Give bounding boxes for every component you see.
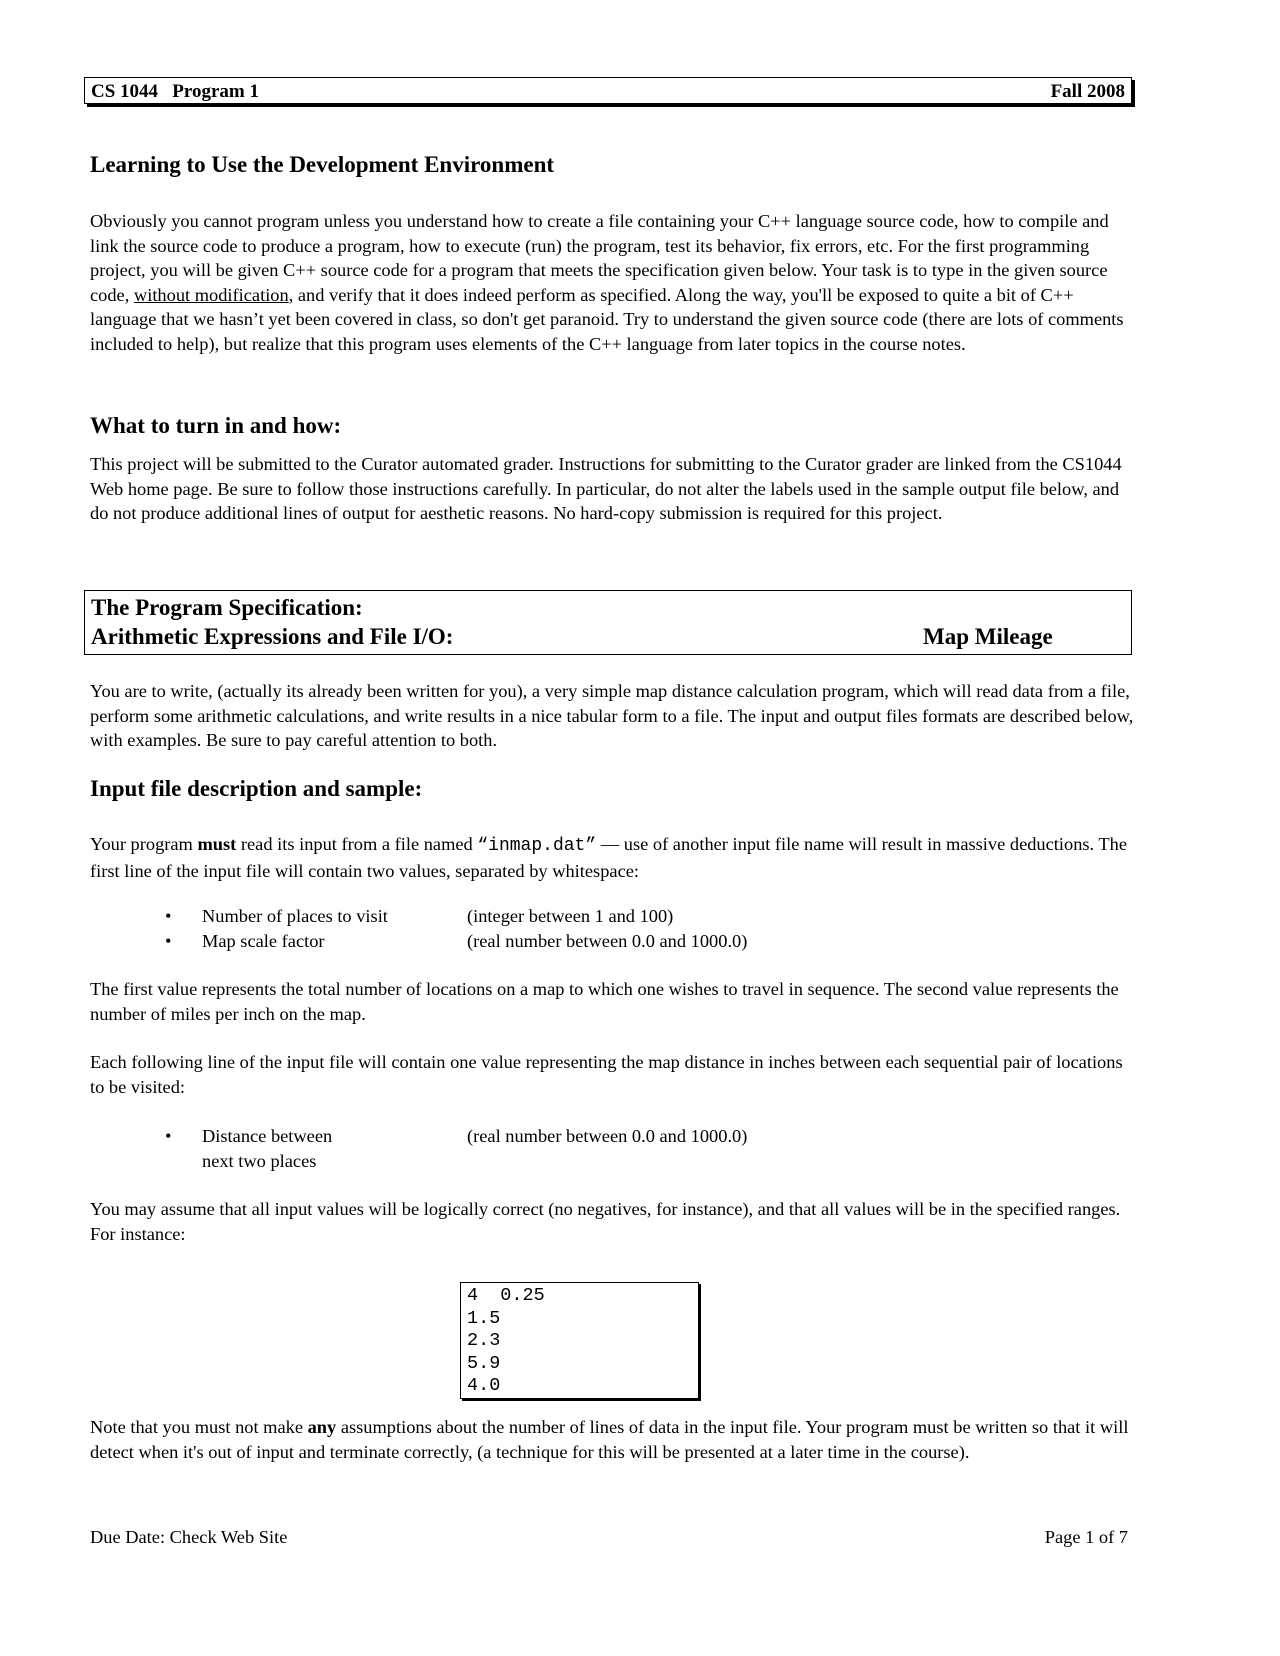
- spec-topic: Arithmetic Expressions and File I/O:: [91, 624, 454, 649]
- sample-input-box: [460, 1282, 699, 1399]
- p5-bold-any: any: [307, 1417, 337, 1437]
- p1-text-b: read its input from a file named: [236, 834, 478, 854]
- dev-env-text-a: Obviously you cannot program unless you understand how to create a file containing your C++ language source code, how to compile and link the source code to produce a program, how to execute (run) the program, test its behavior, fix errors, etc. For the first programming project, you will be given C++ source code for a program that meets the specification given below. Your task is to type in the given source code,: [90, 211, 1109, 305]
- section-title-turn-in: What to turn in and how:: [90, 413, 342, 438]
- dev-env-underlined-text: without modification: [133, 284, 289, 305]
- dev-env-text-b: , and verify that it does indeed perform as specified. Along the way, you'll be exposed to quite a bit of C++ language that we hasn’t yet been covered in class, so don't get paranoid. Try to understand the given source code (there are lots of comments included to help), but realize that this program uses elements of the C++ language from later topics in the course notes.: [90, 284, 1124, 354]
- sample-line: 2.3: [467, 1330, 501, 1351]
- p1-text-a: Your program: [90, 834, 198, 854]
- input-file-paragraph-2: The first value represents the total number of locations on a map to which one wishes to travel in sequence. The second value represents the number of miles per inch on the map.: [90, 979, 1119, 1024]
- input-filename: “inmap.dat”: [477, 836, 597, 856]
- spec-paragraph: You are to write, (actually its already been written for you), a very simple map distance calculation program, which will read data from a file, perform some arithmetic calculations, and write results in a nice tabular form to a file. The input and output files formats are described below, with examples. Be sure to pay careful attention to both.: [90, 681, 1134, 750]
- spec-project-name: Map Mileage: [923, 624, 1053, 649]
- course-program-label: CS 1044 Program 1: [91, 81, 259, 102]
- input-file-paragraph-3: Each following line of the input file will contain one value representing the map distance in inches between each sequential pair of locations to be visited:: [90, 1052, 1123, 1097]
- p5-text-b: assumptions about the number of lines of data in the input file. Your program must be written so that it will detect when it's out of input and terminate correctly, (a technique for this will be presented at a later time in the course).: [90, 1417, 1129, 1462]
- bullet-label-line-2: next two places: [202, 1150, 317, 1171]
- bullet-label: [202, 1124, 332, 1173]
- bullet-label: Number of places to visit: [202, 906, 388, 926]
- section-title-input-file: Input file description and sample:: [90, 776, 423, 801]
- input-file-paragraph-1: [90, 832, 1135, 883]
- p1-text-c: — use of another input file name will result in massive deductions. The first line of the input file will contain two values, separated by whitespace:: [90, 834, 1128, 881]
- sample-line: 5.9: [467, 1352, 501, 1374]
- footer-page-number: Page 1 of 7: [1044, 1527, 1128, 1547]
- bullet-icon: •: [165, 1126, 172, 1146]
- program-specification-box: [84, 590, 1132, 655]
- bullet-range: (real number between 0.0 and 1000.0): [467, 1126, 748, 1146]
- sample-line: 1.5: [467, 1307, 501, 1329]
- bullet-range: (integer between 1 and 100): [467, 906, 674, 926]
- spec-line-2: [91, 622, 1125, 651]
- spec-line-1: [91, 593, 1125, 622]
- bullet-icon: •: [165, 906, 172, 926]
- sample-line: 4 0.25: [467, 1285, 545, 1306]
- bullet-label: Map scale factor: [202, 931, 325, 951]
- sample-line: 4.0: [467, 1375, 501, 1396]
- p5-text-a: Note that you must not make: [90, 1417, 308, 1437]
- input-file-paragraph-4: You may assume that all input values will be logically correct (no negatives, for instance), and that all values will be in the specified ranges. For instance:: [90, 1199, 1121, 1244]
- turn-in-paragraph: This project will be submitted to the Curator automated grader. Instructions for submitting to the Curator grader are linked from the CS1044 Web home page. Be sure to follow those instructions carefully. In particular, do not alter the labels used in the sample output file below, and do not produce additional lines of output for aesthetic reasons. No hard-copy submission is required for this project.: [90, 454, 1122, 523]
- bullet-range: (real number between 0.0 and 1000.0): [467, 931, 748, 951]
- p1-bold-must: must: [197, 834, 237, 854]
- footer-due-date: Due Date: Check Web Site: [90, 1527, 288, 1547]
- spec-heading: The Program Specification:: [91, 595, 363, 620]
- input-file-paragraph-5: [90, 1415, 1135, 1464]
- semester-label: Fall 2008: [1050, 81, 1125, 102]
- bullet-label-line-1: Distance between: [202, 1126, 333, 1146]
- page-header: [84, 77, 1132, 104]
- section-title-dev-env: Learning to Use the Development Environment: [90, 152, 555, 177]
- bullet-icon: •: [165, 931, 172, 951]
- dev-env-paragraph: [90, 209, 1135, 356]
